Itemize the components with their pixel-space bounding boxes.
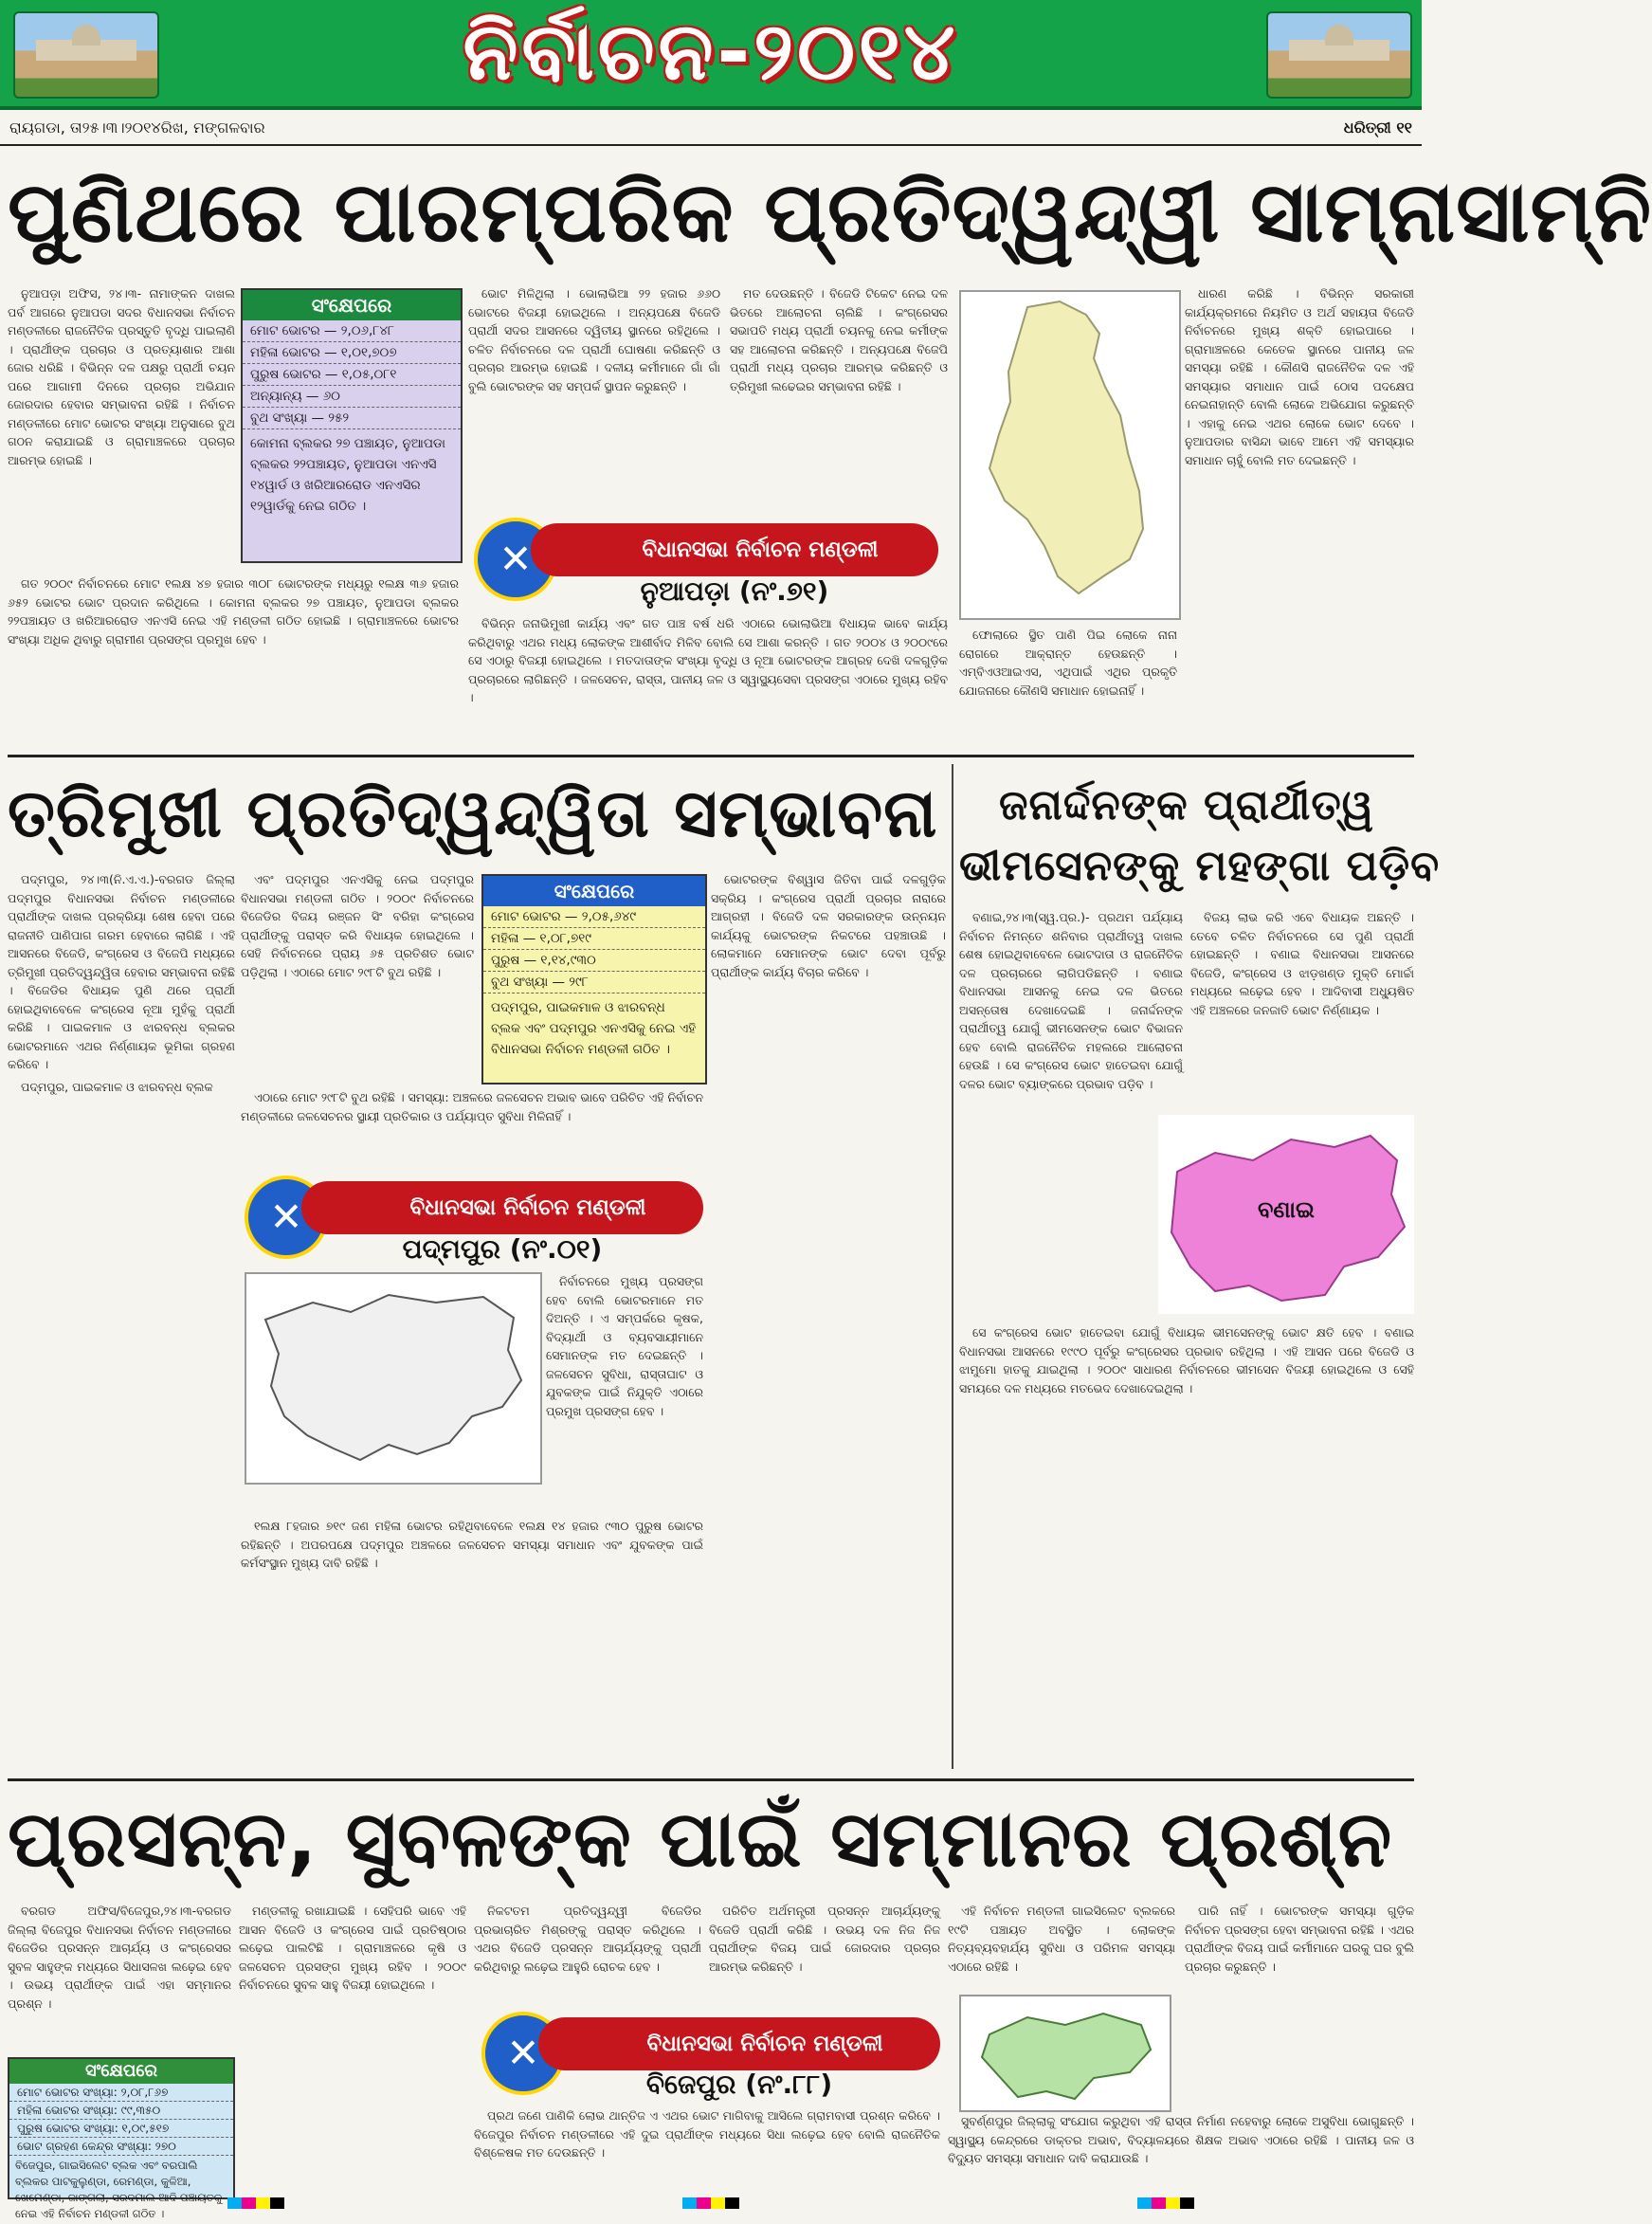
story2-banner: ବିଧାନସଭା ନିର୍ବାଚନ ମଣ୍ଡଳୀ — [301, 1181, 703, 1234]
summary-title: ସଂକ୍ଷେପରେ — [483, 876, 705, 906]
nuapada-map — [959, 290, 1181, 620]
story4-col34-bottom: ପ୍ରଥ ଜଣେ ପାଣିକି ଲୋଭ ଥାନ୍ତିଜ ଏ ଏଥର ଭୋଟ ମାଗିବାକୁ ଆସିଲେ ଗ୍ରାମବାସୀ ପ୍ରଶ୍ନ କରିବେ । ବିଜେପୁର ନିର୍ବାଚନ ମଣ୍ଡଳୀରେ ଏହି ଦୁଇ ପ୍ରାର୍ଥୀଙ୍କ ମଧ୍ୟରେ ସିଧା ଲଢ଼େଇ ହେବ ବୋଲି ରାଜନୈତିକ ବିଶ୍ଳେଷକ ମତ ଦେଉଛନ୍ତି । — [474, 2108, 940, 2160]
story2-col2-right: ନିର୍ବାଚନରେ ମୁଖ୍ୟ ପ୍ରସଙ୍ଗ ହେବ ବୋଲି ଭୋଟରମାନେ ମତ ଦିଅନ୍ତି । ଏ ସମ୍ପର୍କରେ କୃଷକ, ବିଦ୍ୟାର୍ଥୀ ଓ ବ୍ୟବସାୟୀମାନେ ସେମାନଙ୍କ ମତ ଦେଇଛନ୍ତି । ଜଳସେଚନ ସୁବିଧା, ରାସ୍ତାଘାଟ ଓ ଯୁବକଙ୍କ ପାଇଁ ନିଯୁକ୍ତି ଏଠାରେ ପ୍ରମୁଖ ପ୍ରସଙ୍ଗ ହେବ । — [546, 1274, 703, 1418]
story4-summary-box — [8, 2057, 235, 2220]
story2-col23-bottom: ୧ଲକ୍ଷ ୮ହଜାର ୭୧୯ ଜଣ ମହିଳା ଭୋଟର ରହିଥିବାବେଳେ ୧ଲକ୍ଷ ୧୪ ହଜାର ୯୩୦ ପୁରୁଷ ଭୋଟର ରହିଛନ୍ତି । ଅପରପକ୍ଷେ ପଦ୍ମପୁର ଅଞ୍ଚଳରେ ଜଳସେଚନ ସମସ୍ୟା ସମାଧାନ ଏବଂ ଯୁବକଙ୍କ ପାଇଁ କର୍ମସଂସ୍ଥାନ ମୁଖ୍ୟ ଦାବି ରହିଛି । — [241, 1519, 703, 1570]
story4-col4: ପରିଚିତ ଅର୍ଥମନ୍ତ୍ରୀ ପ୍ରସନ୍ନ ଆଚାର୍ଯ୍ୟଙ୍କୁ ବିଜେଡି ପ୍ରାର୍ଥୀ କରିଛି । ଉଭୟ ଦଳ ନିଜ ନିଜ ପ୍ରାର୍ଥୀଙ୍କ ବିଜୟ ପାଇଁ ଜୋରଦାର ପ୍ରଚାର ଆରମ୍ଭ କରିଛନ୍ତି । — [709, 1904, 940, 1974]
banai-map-label: ବଣାଇ — [1258, 1196, 1315, 1223]
summary-row: ବୁଥ ସଂଖ୍ୟା — ୨୫୨ — [243, 408, 461, 429]
registration-mark — [1137, 2197, 1194, 2209]
story1-constituency: ନୁଆପଡ଼ା (ନଂ.୭୧) — [640, 575, 829, 607]
banai-map — [1158, 1115, 1414, 1314]
summary-title: ସଂକ୍ଷେପରେ — [243, 290, 461, 320]
summary-row: ମୋଟ ଭୋଟର — ୨,୦୬,୮୪୮ — [243, 320, 461, 342]
story4-col5: ଏହି ନିର୍ବାଚନ ମଣ୍ଡଳୀ ଗାଇସିଲେଟ ବ୍ଲକରେ ୧୯ଟି ପଞ୍ଚାୟତ ଅବସ୍ଥିତ । ଲୋକଙ୍କ ନିତ୍ୟବ୍ୟବହାର୍ଯ୍ୟ ସୁବିଧା ଓ ପରିମଳ ସମସ୍ୟା ଏଠାରେ ରହିଛି । — [948, 1904, 1175, 1974]
story1-col1: ନୁଆପଡ଼ା ଅଫିସ, ୨୪।୩- ନାମାଙ୍କନ ଦାଖଲ ପର୍ବ ଆଗରେ ନୁଆପଡା ସଦର ବିଧାନସଭା ନିର୍ବାଚନ ମଣ୍ଡଳୀରେ ରାଜନୈତିକ ପ୍ରସ୍ତୁତି ବୃଦ୍ଧି ପାଇଲାଣି । ପ୍ରାର୍ଥୀଙ୍କ ପ୍ରଚାର ଓ ପ୍ରତ୍ୟାଶାର ଆଶା ଜୋର ଧରିଛି । ବିଭିନ୍ନ ଦଳ ପକ୍ଷରୁ ପ୍ରାର୍ଥୀ ଚୟନ ପରେ ଆଗାମୀ ଦିନରେ ପ୍ରଚାର ଅଭିଯାନ ଜୋରଦାର ହେବାର ସମ୍ଭାବନା ରହିଛି । ନିର୍ବାଚନ ମଣ୍ଡଳୀରେ ମୋଟ ଭୋଟର ସଂଖ୍ୟା ଅନୁସାରେ ବୁଥ ଗଠନ କରାଯାଇଛି ଓ ଗ୍ରାମାଞ୍ଚଳରେ ପ୍ରଚାର ଆରମ୍ଭ ହୋଇଛି । — [8, 286, 235, 467]
story4-col6: ପାରି ନାହିଁ । ଭୋଟରଙ୍କ ସମସ୍ୟା ଗୁଡ଼ିକ ନିର୍ବାଚନ ପ୍ରସଙ୍ଗ ହେବା ସମ୍ଭାବନା ରହିଛି । ଏଥର ପ୍ରାର୍ଥୀଙ୍କ ବିଜୟ ପାଇଁ କର୍ମୀମାନେ ଘରକୁ ଘର ବୁଲି ପ୍ରଚାର କରୁଛନ୍ତି । — [1185, 1904, 1414, 1974]
summary-note: ବିଜେପୁର, ଗାଇସିଲେଟ ବ୍ଲକ ଏବଂ ବରପାଲି ବ୍ଲକର ପାଟକୁଲୁଣ୍ଡା, ରେମଣ୍ଡା, କୁଳିଆ, ଖେମେଣ୍ଡା, ଜାଙ୍ଗଲା, ସରଦମାଲ ଆଦି ପଞ୍ଚାୟତକୁ ନେଇ ଏହି ନିର୍ବାଚନ ମଣ୍ଡଳୀ ଗଠିତ । — [15, 2159, 223, 2220]
summary-row: ମୋଟ ଭୋଟର ସଂଖ୍ୟା: ୨,୦୮,୮୬୭ — [9, 2084, 233, 2102]
summary-title: ସଂକ୍ଷେପରେ — [9, 2059, 233, 2084]
story4-headline: ପ୍ରସନ୍ନ, ସୁବଳଙ୍କ ପାଇଁ ସମ୍ମାନର ପ୍ରଶ୍ନ — [8, 1795, 1393, 1885]
summary-row: ପୁରୁଷ ଭୋଟର ସଂଖ୍ୟା: ୧,୦୯,୫୧୭ — [9, 2120, 233, 2138]
story1-col23-bottom: ବିଭିନ୍ନ ଜନାଭିମୁଖୀ କାର୍ଯ୍ୟ ଏବଂ ଗତ ପାଞ୍ଚ ବର୍ଷ ଧରି ଏଠାରେ ଭୋଲାଭିଆ ବିଧାୟକ ଭାବେ କାର୍ଯ୍ୟ କରିଥିବାରୁ ଏଥର ମଧ୍ୟ ଲୋକଙ୍କ ଆଶୀର୍ବାଦ ମିଳିବ ବୋଲି ସେ ଆଶା କରନ୍ତି । ଗତ ୨୦୦୪ ଓ ୨୦୦୯ରେ ସେ ଏଠାରୁ ବିଜୟୀ ହୋଇଥିଲେ । ମତଦାତାଙ୍କ ସଂଖ୍ୟା ବୃଦ୍ଧି ଓ ନୂଆ ଭୋଟରଙ୍କ ଆଗ୍ରହ ଦେଖି ଦଳଗୁଡ଼ିକ ପ୍ରଚାରରେ ଲାଗିଛନ୍ତି । ଜଳସେଚନ, ରାସ୍ତା, ପାନୀୟ ଜଳ ଓ ସ୍ୱାସ୍ଥ୍ୟସେବା ପ୍ରସଙ୍ଗ ଏଠାରେ ମୁଖ୍ୟ ରହିବ । — [468, 616, 948, 704]
story2-col4: ଭୋଟରଙ୍କ ବିଶ୍ୱାସ ଜିତିବା ପାଇଁ ଦଳଗୁଡ଼ିକ ସକ୍ରିୟ । କଂଗ୍ରେସ ପ୍ରାର୍ଥୀ ପ୍ରଚାର ନାରାରେ ଆଗ୍ରହୀ । ବିଜେଡି ଦଳ ସରକାରଙ୍କ ଉନ୍ନୟନ କାର୍ଯ୍ୟକୁ ଭୋଟରଙ୍କ ନିକଟରେ ପହଞ୍ଚାଉଛି । ଲୋକମାନେ ସେମାନଙ୍କ ଭୋଟ ଦେବା ପୂର୍ବରୁ ପ୍ରାର୍ଥୀଙ୍କ କାର୍ଯ୍ୟ ବିଚାର କରିବେ । — [711, 872, 946, 979]
summary-row: ଭୋଟ ଗ୍ରହଣ କେନ୍ଦ୍ର ସଂଖ୍ୟା: ୨୭୦ — [9, 2138, 233, 2156]
summary-row: ଅନ୍ୟାନ୍ୟ — ୬୦ — [243, 386, 461, 408]
story1-col4-bottom: ଫୋଲାରେ ସ୍ଥିତ ପାଣି ପିଇ ଲୋକେ ନାନା ରୋଗରେ ଆକ୍ରାନ୍ତ ହେଉଛନ୍ତି । ଏମ୍ବିଏ‌ଓ‌ଆଇଏସ, ଏଥିପାଇଁ ଏଥିର ପ୍ରକୃତି ଯୋଜନାରେ କୌଣସି ସମାଧାନ ହୋଇନାହିଁ । — [959, 628, 1177, 698]
page-number: ଧରିତ୍ରୀ ୧୧ — [1343, 118, 1412, 137]
story1-col1-bottom: ଗତ ୨୦୦୯ ନିର୍ବାଚନରେ ମୋଟ ୧ଲକ୍ଷ ୪୭ ହଜାର ୩୦୮ ଭୋଟରଙ୍କ ମଧ୍ୟରୁ ୧ଲକ୍ଷ ୩୬ ହଜାର ୬୫୨ ଭୋଟର ଭୋଟ ପ୍ରଦାନ କରିଥିଲେ । କୋମନା ବ୍ଲକର ୨୭ ପଞ୍ଚାୟତ, ନୁଆପଡା ବ୍ଲକର ୨୨ପଞ୍ଚାୟତ ଓ ଖରିଆରରୋଡ ଏନଏସି ନେଇ ଏହି ମଣ୍ଡଳୀ ଗଠିତ ହୋଇଛି । ଗ୍ରାମାଞ୍ଚଳରେ ଭୋଟର ସଂଖ୍ୟା ଅଧିକ ଥିବାରୁ ଗ୍ରାମୀଣ ପ୍ରସଙ୍ଗ ପ୍ରମୁଖ ହେବ । — [8, 576, 459, 647]
summary-row: ପୁରୁଷ — ୧,୧୪,୯୩୦ — [483, 950, 705, 972]
story2-headline: ତ୍ରିମୁଖୀ ପ୍ରତିଦ୍ୱନ୍ଦ୍ୱିତା ସମ୍ଭାବନା — [8, 775, 938, 852]
story2-col1-bottom: ପଦ୍ମପୁର, ପାଇକମାଳ ଓ ଝାରବନ୍ଧ ବ୍ଲକ — [21, 1079, 213, 1094]
summary-row: ପୁରୁଷ ଭୋଟର — ୧,୦୫,୦୮୧ — [243, 364, 461, 386]
story4-col1: ବରଗଡ ଅଫିସ/ବିଜେପୁର,୨୪।୩-ବରଗଡ ଜିଲ୍ଲା ବିଜେପୁର ବିଧାନସଭା ନିର୍ବାଚନ ମଣ୍ଡଳୀରେ ବିଜେଡିର ପ୍ରସନ୍ନ ଆଚାର୍ଯ୍ୟ ଓ କଂଗ୍ରେସର ସୁବଳ ସାହୁଙ୍କ ମଧ୍ୟରେ ସିଧାସଳଖ ଲଢ଼େଇ ହେବ । ଉଭୟ ପ୍ରାର୍ଥୀଙ୍କ ପାଇଁ ଏହା ସମ୍ମାନର ପ୍ରଶ୍ନ । — [8, 1904, 231, 2011]
column-divider — [952, 764, 953, 1769]
nuapada-map-shape — [961, 292, 1179, 618]
assembly-building-photo — [13, 11, 159, 99]
story4-banner: ବିଧାନସଭା ନିର୍ବାଚନ ମଣ୍ଡଳୀ — [538, 2017, 940, 2070]
story3-headline-line2: ଭୀମସେନଙ୍କୁ ମହଙ୍ଗା ପଡ଼ିବ — [959, 842, 1441, 890]
story2-constituency: ପଦ୍ମପୁର (ନଂ.୦୧) — [402, 1233, 603, 1265]
story4-constituency: ବିଜେପୁର (ନଂ.୮୮) — [645, 2069, 833, 2100]
story3-col1: ବଣାଇ,୨୪।୩(ସ୍ୱ.ପ୍ର.)- ପ୍ରଥମ ପର୍ଯ୍ୟାୟ ନିର୍ବାଚନ ନିମନ୍ତେ ଶନିବାର ପ୍ରାର୍ଥୀତ୍ୱ ଦାଖଲ ଶେଷ ହୋଇଥିବାବେଳେ ଭୋଟଦାତା ଓ ରାଜନୈତିକ ଦଳ ପ୍ରଚାରରେ ଲାଗିପଡିଛନ୍ତି । ବଣାଇ ବିଧାନସଭା ଆସନକୁ ନେଇ ଦଳ ଭିତରେ ଅସନ୍ତୋଷ ଦେଖାଦେଇଛି । ଜନାର୍ଦ୍ଦନଙ୍କ ପ୍ରାର୍ଥୀତ୍ୱ ଯୋଗୁଁ ଭୀମସେନଙ୍କ ଭୋଟ ବିଭାଜନ ହେବ ବୋଲି ରାଜନୈତିକ ମହଲରେ ଆଲୋଚନା ହେଉଛି । ସେ କଂଗ୍ରେସ ଭୋଟ ହାତେଇବା ଯୋଗୁଁ ଦଳର ଭୋଟ ବ୍ୟାଙ୍କରେ ପ୍ରଭାବ ପଡ଼ିବ । — [959, 910, 1183, 1091]
summary-row: ମହିଳା — ୧,୦୮,୭୧୯ — [483, 928, 705, 950]
summary-row: ବୁଥ ସଂଖ୍ୟା — ୨୯୮ — [483, 972, 705, 994]
bijepur-map-shape — [961, 1996, 1170, 2110]
summary-note: ପଦ୍ମପୁର, ପାଇକମାଳ ଓ ଝାରବନ୍ଧ ବ୍ଲକ ଏବଂ ପଦ୍ମପୁର ଏନଏସିକୁ ନେଇ ଏହି ବିଧାନସଭା ନିର୍ବାଚନ ମଣ୍ଡଳୀ ଗଠିତ । — [491, 1000, 697, 1057]
story3-col12-bottom: ସେ କଂଗ୍ରେସ ଭୋଟ ହାତେଇବା ଯୋଗୁଁ ବିଧାୟକ ଭୀମସେନଙ୍କୁ ଭୋଟ କ୍ଷତି ହେବ । ବଣାଇ ବିଧାନସଭା ଆସନରେ ୧୯୯୦ ପୂର୍ବରୁ କଂଗ୍ରେସର ପ୍ରଭାବ ରହିଥିଲା । ଏହି ଆସନ ପରେ ବିଜେଡି ଓ ଝାମୁମୋ ହାତକୁ ଯାଇଥିଲା । ୨୦୦୯ ସାଧାରଣ ନିର୍ବାଚନରେ ଭୀମସେନ ବିଜୟୀ ହୋଇଥିଲେ ଓ ସେହି ସମୟରେ ଦଳ ମଧ୍ୟରେ ମତଭେଦ ଦେଖାଦେଇଥିଲା । — [959, 1325, 1414, 1395]
section-divider — [8, 1778, 1414, 1781]
padampur-map — [245, 1272, 542, 1485]
story2-col2-mid: ଏଠାରେ ମୋଟ ୨୯୮ଟି ବୁଥ ରହିଛି । ସମସ୍ୟା: ଅଞ୍ଚଳରେ ଜଳସେଚନ ଅଭାବ ଭାବେ ପରିଚିତ ଏହି ନିର୍ବାଚନ ମଣ୍ଡଳୀରେ ଜଳସେଚନର ସ୍ଥାୟୀ ପ୍ରତିକାର ଓ ପର୍ଯ୍ୟାପ୍ତ ସୁବିଧା ମିଳିନାହିଁ । — [241, 1090, 703, 1123]
story2-col2: ଏବଂ ପଦ୍ମପୁର ଏନଏସିକୁ ନେଇ ପଦ୍ମପୁର ବିଧାନସଭା ମଣ୍ଡଳୀ ଗଠିତ । ୨୦୦୯ ନିର୍ବାଚନରେ ବିଜେଡିର ବିଜୟ ରଞ୍ଜନ ସିଂ ବରିହା କଂଗ୍ରେସ ପ୍ରାର୍ଥୀଙ୍କୁ ପରାସ୍ତ କରି ବିଧାୟକ ହୋଇଥିଲେ । ସେହି ନିର୍ବାଚନରେ ପ୍ରାୟ ୬୫ ପ୍ରତିଶତ ଭୋଟ ପଡ଼ିଥିଲା । ଏଠାରେ ମୋଟ ୨୯୮ଟି ବୁଥ ରହିଛି । — [241, 872, 474, 979]
summary-row: ମହିଳା ଭୋଟର ସଂଖ୍ୟା: ୯୯,୩୫୦ — [9, 2102, 233, 2120]
summary-row: ମୋଟ ଭୋଟର — ୨,୦୫,୬୪୯ — [483, 906, 705, 928]
story3-headline-line1: ଜନାର୍ଦ୍ଦନଙ୍କ ପ୍ରାର୍ଥୀତ୍ୱ — [999, 781, 1374, 829]
story1-summary-box — [241, 288, 463, 563]
story2-summary-box — [481, 874, 707, 1085]
registration-mark — [227, 2197, 284, 2209]
section-divider — [8, 755, 1414, 757]
masthead-title: ନିର୍ବାଚନ-୨୦୧୪ — [463, 5, 959, 98]
story1-headline: ପୁଣିଥରେ ପାରମ୍ପରିକ ପ୍ରତିଦ୍ୱନ୍ଦ୍ୱୀ ସାମ୍ନାସାମ୍ନି — [8, 163, 1652, 261]
story2-col1: ପଦ୍ମପୁର, ୨୪।୩(ନି.ଏ.ଏ.)-ବରଗଡ ଜିଲ୍ଲା ପଦ୍ମପୁର ବିଧାନସଭା ନିର୍ବାଚନ ମଣ୍ଡଳୀରେ ପ୍ରାର୍ଥୀଙ୍କ ଦାଖଲ ପ୍ରକ୍ରିୟା ଶେଷ ହେବା ପରେ ରାଜନୀତି ପାଣିପାଗ ଗରମ ହେବାରେ ଲାଗିଛି । ଏହି ଆସନରେ ବିଜେଡି, କଂଗ୍ରେସ ଓ ବିଜେପି ମଧ୍ୟରେ ତ୍ରିମୁଖୀ ପ୍ରତିଦ୍ୱନ୍ଦ୍ୱିତା ହେବାର ସମ୍ଭାବନା ରହିଛି । ବିଜେଡିର ବିଧାୟକ ପୁଣି ଥରେ ପ୍ରାର୍ଥୀ ହୋଇଥିବାବେଳେ କଂଗ୍ରେସ ନୂଆ ମୁହଁକୁ ପ୍ରାର୍ଥୀ କରିଛି । ପାଇକମାଳ ଓ ଝାରବନ୍ଧ ବ୍ଲକର ଭୋଟରମାନେ ଏଥର ନିର୍ଣ୍ଣାୟକ ଭୂମିକା ଗ୍ରହଣ କରିବେ । ପଦ୍ମପୁର, ପାଇକମାଳ ଓ ଝାରବନ୍ଧ ବ୍ଲକ — [8, 870, 235, 1769]
story1-banner: ବିଧାନସଭା ନିର୍ବାଚନ ମଣ୍ଡଳୀ — [531, 523, 938, 576]
dateline-date: ରାୟଗଡା, ତା୨୫।୩।୨୦୧୪ରିଖ, ମଙ୍ଗଳବାର — [9, 118, 265, 137]
summary-note: କୋମନା ବ୍ଲକର ୨୭ ପଞ୍ଚାୟତ, ନୁଆପଡା ବ୍ଲକର ୨୨ପଞ୍ଚାୟତ, ନୁଆପଡା ଏନଏସି ୧୪ୱାର୍ଡ ଓ ଖରିଆରରୋଡ ଏନଏସିର ୧୨ୱାର୍ଡକୁ ନେଇ ଗଠିତ । — [250, 436, 446, 514]
story3-col2: ବିଜୟ ଲାଭ କରି ଏବେ ବିଧାୟକ ଅଛନ୍ତି । ତେବେ ଚଳିତ ନିର୍ବାଚନରେ ସେ ପୁଣି ପ୍ରାର୍ଥୀ ହୋଇଛନ୍ତି । ବଣାଇ ବିଧାନସଭା ଆସନରେ ବିଜେଡି, କଂଗ୍ରେସ ଓ ଝାଡ଼ଖଣ୍ଡ ମୁକ୍ତି ମୋର୍ଚ୍ଚା ମଧ୍ୟରେ ଲଢ଼େଇ ହେବ । ଆଦିବାସୀ ଅଧ୍ୟୁଷିତ ଏହି ଅଞ୍ଚଳରେ ଜନଜାତି ଭୋଟ ନିର୍ଣ୍ଣାୟକ । — [1190, 910, 1414, 1017]
story4-col3: ନିକଟତମ ପ୍ରତିଦ୍ୱନ୍ଦ୍ୱୀ ବିଜେଡିର ପ୍ରଭାଚାରିତ ମିଶ୍ରଙ୍କୁ ପରାସ୍ତ କରିଥିଲେ । ଏଥର ବିଜେଡି ପ୍ରସନ୍ନ ଆଚାର୍ଯ୍ୟଙ୍କୁ ପ୍ରାର୍ଥୀ କରିଥିବାରୁ ଲଢ଼େଇ ଆହୁରି ରୋଚକ ହେବ । — [474, 1904, 701, 1974]
registration-mark — [682, 2197, 739, 2209]
parliament-building-photo — [1266, 11, 1412, 99]
masthead — [0, 0, 1422, 110]
story1-col5: ଧାରଣ କରିଛି । ବିଭିନ୍ନ ସରକାରୀ କାର୍ଯ୍ୟକ୍ରମରେ ନିୟମିତ ଓ ଅର୍ଥ ସହାୟତା ବିଜେଡି ନିର୍ବାଚନରେ ମୁଖ୍ୟ ଶକ୍ତି ହୋଇପାରେ । ଗ୍ରାମାଞ୍ଚଳରେ କେତେକ ସ୍ଥାନରେ ପାନୀୟ ଜଳ ସମସ୍ୟା ରହିଛି । କୌଣସି ରାଜନୈତିକ ଦଳ ଏହି ସମସ୍ୟାର ସମାଧାନ ପାଇଁ ଠୋସ ପଦକ୍ଷେପ ନେଇନାହାନ୍ତି ବୋଲି ଲୋକେ ଅଭିଯୋଗ କରୁଛନ୍ତି । ଏହାକୁ ନେଇ ଏଥର ଲୋକେ ଭୋଟ ଦେବେ । ନୁଆପଡାର ବାସିନ୍ଦା ଭାବେ ଆମେ ଏହି ସମସ୍ୟାର ସମାଧାନ ଚାହୁଁ ବୋଲି ମତ ଦେଇଛନ୍ତି । — [1185, 286, 1414, 467]
dateline — [0, 112, 1422, 146]
story4-col56-bottom: ସୁବର୍ଣ୍ଣପୁର ଜିଲ୍ଲାକୁ ସଂଯୋଗ କରୁଥିବା ଏହି ରାସ୍ତା ନିର୍ମାଣ ନହେବାରୁ ଲୋକେ ଅସୁବିଧା ଭୋଗୁଛନ୍ତି । ସ୍ୱାସ୍ଥ୍ୟ କେନ୍ଦ୍ରରେ ଡାକ୍ତର ଅଭାବ, ବିଦ୍ୟାଳୟରେ ଶିକ୍ଷକ ଅଭାବ ଏଠାରେ ରହିଛି । ପାନୀୟ ଜଳ ଓ ବିଦ୍ୟୁତ ସମସ୍ୟା ସମାଧାନ ଦାବି କରାଯାଉଛି । — [948, 2114, 1414, 2165]
bijepur-map — [959, 1995, 1171, 2112]
story4-col2: ମଣ୍ଡଳୀକୁ ରଖାଯାଇଛି । ସେହିପରି ଭାବେ ଏହି ଆସନ ବିଜେଡି ଓ କଂଗ୍ରେସ ପାଇଁ ପ୍ରତିଷ୍ଠାର ଲଢ଼େଇ ପାଲଟିଛି । ଗ୍ରାମାଞ୍ଚଳରେ କୃଷି ଓ ଜଳସେଚନ ପ୍ରସଙ୍ଗ ମୁଖ୍ୟ ରହିବ । ୨୦୦୯ ନିର୍ବାଚନରେ ସୁବଳ ସାହୁ ବିଜୟୀ ହୋଇଥିଲେ । — [239, 1904, 466, 1992]
story1-col3: ମତ ଦେଉଛନ୍ତି । ବିଜେଡି ଟିକେଟ ନେଇ ଦଳ ଭିତରେ ଆଲୋଚନା ଚାଲିଛି । କଂଗ୍ରେସର ସଭାପତି ମଧ୍ୟ ପ୍ରାର୍ଥୀ ଚୟନକୁ ନେଇ କର୍ମୀଙ୍କ ସହ ଆଲୋଚନା କରିଛନ୍ତି । ଅନ୍ୟପକ୍ଷେ ବିଜେପି ପ୍ରାର୍ଥୀ ମଧ୍ୟ ପ୍ରଚାର ଆରମ୍ଭ କରିଛନ୍ତି ଓ ତ୍ରିମୁଖୀ ଲଢେଇର ସମ୍ଭାବନା ରହିଛି । — [730, 286, 948, 393]
story1-col2: ଭୋଟ ମିଳିଥିଲା । ଭୋଲାଭିଆ ୨୨ ହଜାର ୬୬୦ ଭୋଟରେ ବିଜୟୀ ହୋଇଥିଲେ । ଅନ୍ୟପକ୍ଷେ ବିଜେଡି ପ୍ରାର୍ଥୀ ସଦର ଆସନରେ ଦ୍ୱିତୀୟ ସ୍ଥାନରେ ରହିଥିଲେ । ଚଳିତ ନିର୍ବାଚନରେ ଦଳ ପ୍ରାର୍ଥୀ ଘୋଷଣା କରିଛନ୍ତି ଓ ପ୍ରଚାର ଆରମ୍ଭ ହୋଇଛି । ଦଳୀୟ କର୍ମୀମାନେ ଗାଁ ଗାଁ ବୁଲି ଭୋଟରଙ୍କ ସହ ସମ୍ପର୍କ ସ୍ଥାପନ କରୁଛନ୍ତି । — [468, 286, 720, 393]
summary-row: ମହିଳା ଭୋଟର — ୧,୦୧,୭୦୭ — [243, 342, 461, 364]
padampur-map-shape — [246, 1274, 540, 1483]
